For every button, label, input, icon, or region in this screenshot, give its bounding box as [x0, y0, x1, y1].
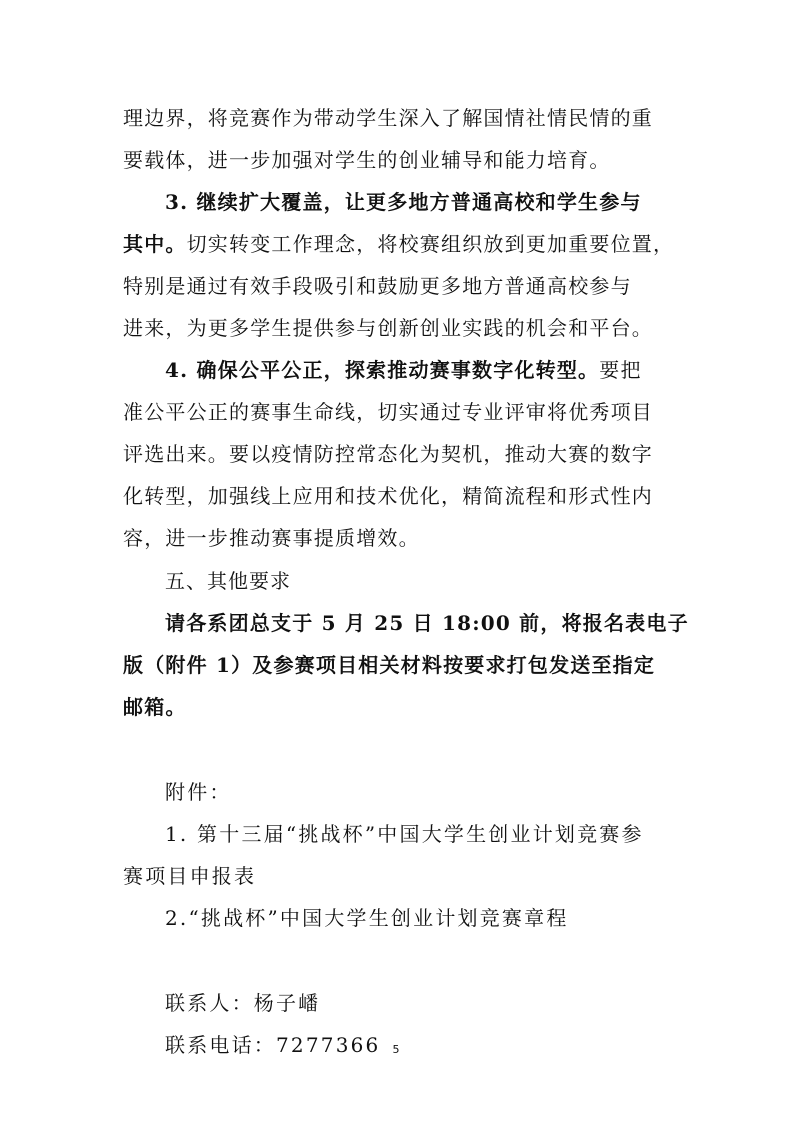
section-heading-4: 4. 确保公平公正，探索推动赛事数字化转型。 — [165, 358, 600, 382]
contact-phone: 联系电话：7277366 — [165, 1033, 381, 1057]
page-number: 5 — [392, 1043, 400, 1056]
paragraph-line: 版（附件 1）及参赛项目相关材料按要求打包发送至指定 — [123, 653, 656, 677]
paragraph-line: 进来，为更多学生提供参与创新创业实践的机会和平台。 — [123, 316, 653, 340]
section-heading-3-tail: 其中。 — [123, 232, 187, 256]
attachments-label: 附件： — [165, 780, 232, 804]
paragraph-line: 容，进一步推动赛事提质增效。 — [123, 526, 420, 550]
section-heading-5: 五、其他要求 — [165, 569, 291, 593]
paragraph-line: 理边界，将竞赛作为带动学生深入了解国情社情民情的重 — [123, 106, 653, 130]
attachment-item-continued: 赛项目申报表 — [123, 864, 257, 888]
contact-person: 联系人：杨子嶓 — [165, 991, 321, 1015]
paragraph-text: 切实转变工作理念，将校赛组织放到更加重要位置， — [186, 232, 675, 256]
attachment-item: 2.“挑战杯”中国大学生创业计划竞赛章程 — [165, 906, 569, 930]
paragraph-line: 要载体，进一步加强对学生的创业辅导和能力培育。 — [123, 148, 611, 172]
attachment-item: 1. 第十三届“挑战杯”中国大学生创业计划竞赛参 — [165, 822, 644, 846]
paragraph-line: 特别是通过有效手段吸引和鼓励更多地方普通高校参与 — [123, 274, 632, 298]
paragraph-line: 准公平公正的赛事生命线，切实通过专业评审将优秀项目 — [123, 400, 653, 424]
section-heading-3: 3. 继续扩大覆盖，让更多地方普通高校和学生参与 — [165, 190, 642, 214]
paragraph-line: 化转型，加强线上应用和技术优化，精简流程和形式性内 — [123, 484, 653, 508]
paragraph-line — [123, 229, 683, 259]
paragraph-line — [165, 355, 685, 385]
paragraph-line: 邮箱。 — [123, 695, 187, 719]
paragraph-text: 要把 — [599, 358, 642, 382]
paragraph-line: 请各系团总支于 5 月 25 日 18:00 前，将报名表电子 — [165, 611, 689, 635]
paragraph-line: 评选出来。要以疫情防控常态化为契机，推动大赛的数字 — [123, 442, 653, 466]
